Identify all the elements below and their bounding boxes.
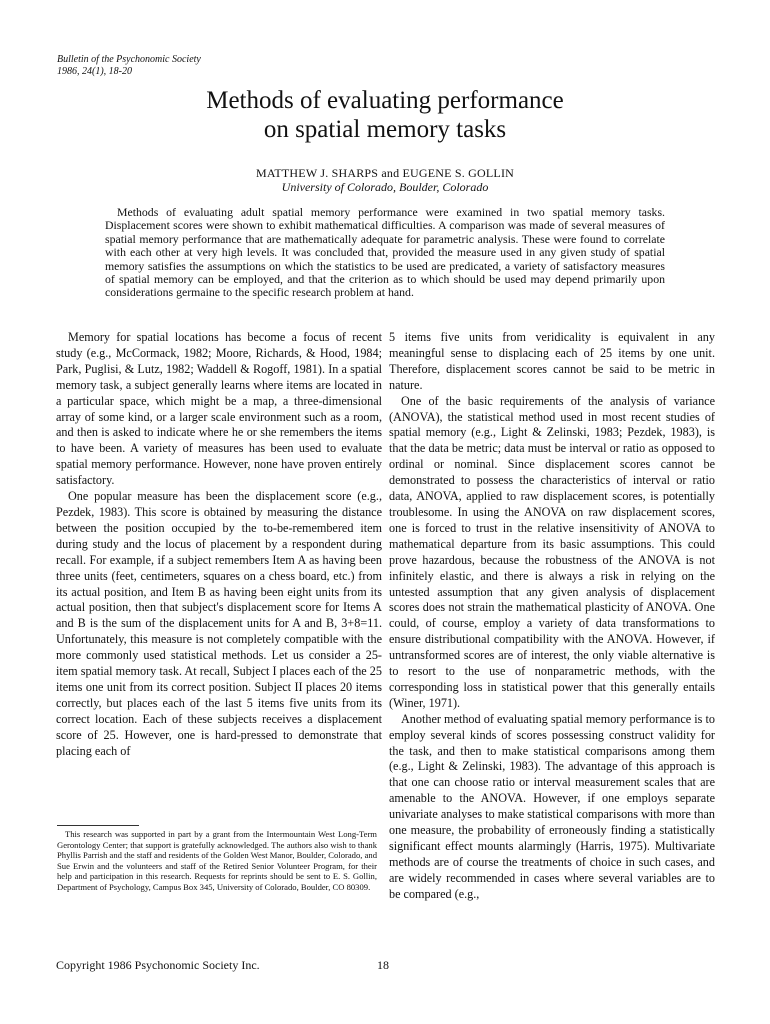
left-column: [56, 330, 382, 759]
journal-name: Bulletin of the Psychonomic Society: [57, 54, 201, 65]
title-line-1: Methods of evaluating performance: [206, 87, 564, 114]
body-paragraph-continued: 5 items five units from veridicality is equivalent in any meaningful sense to displacing each of 25 items by one unit. Therefore, displacement scores cannot be said to be metric in nature.: [389, 330, 715, 392]
copyright-notice: Copyright 1986 Psychonomic Society Inc.: [56, 958, 260, 972]
journal-citation: 1986, 24(1), 18-20: [57, 66, 132, 77]
author-list: MATTHEW J. SHARPS and EUGENE S. GOLLIN: [255, 166, 515, 180]
affiliation: University of Colorado, Boulder, Colorado: [281, 180, 489, 194]
page-number: 18: [377, 958, 389, 972]
body-paragraph: Another method of evaluating spatial memory performance is to employ several kinds of scores possessing construct validity for the task, and then to make statistical comparisons among them (e.g., Light & Zelinski, 1983). The advantage of this approach is that one can choose ratio or interval measurement scales that are amenable to the ANOVA. However, if one employs separate univariate analyses to make statistical comparisons with more than one measure, the probability of erroneously finding a statistically significant effect mounts alarmingly (Harris, 1975). Multivariate methods are of course the treatments of choice in such cases, and are widely recommended in cases where several variables are to be compared (e.g.,: [389, 711, 715, 901]
footnote-divider: [57, 825, 139, 826]
abstract: Methods of evaluating adult spatial memory performance were examined in two spatial memory tasks. Displacement scores were shown to exhibit mathematical difficulties. A comparison was made of several measures of spatial memory performance that are mathematically adequate for parametric analysis. These were found to correlate with each other at very high levels. It was concluded that, provided the measure used in any given study of spatial memory satisfies the assumptions on which the statistics to be used are predicated, a variety of satisfactory measures of spatial memory can be employed, and that the criterion as to which should be used may depend primarily upon considerations germaine to the specific research problem at hand.: [105, 205, 665, 300]
body-paragraph: Memory for spatial locations has become a focus of recent study (e.g., McCormack, 1982; Moore, Richards, & Hood, 1984; Park, Puglisi, & Lutz, 1982; Waddell & Rogoff, 1981). In a spatial memory task, a subject generally learns where items are located in a particular space, which might be a map, a three-dimensional array of some kind, or a larger scale environment such as a room, and then is asked to indicate where he or she remembers the items to have been. A variety of measures has been used to evaluate spatial memory performance. However, none have proven entirely satisfactory.: [56, 330, 382, 488]
article-title: [0, 86, 770, 144]
body-paragraph: One of the basic requirements of the analysis of variance (ANOVA), the statistical method used in most recent studies of spatial memory (e.g., Light & Zelinski, 1983; Pezdek, 1983), is that the data be metric; data must be interval or ratio as opposed to ordinal or nominal. Since displacement scores cannot be demonstrated to possess the characteristics of interval or ratio data, ANOVA, applied to raw displacement scores, is potentially troublesome. In using the ANOVA on raw displacement scores, one is forced to trust in the relative insensitivity of ANOVA to mathematical departure from its basic assumptions. This could prove hazardous, because the robustness of the ANOVA is not infinitely elastic, and there is always a risk in relying on the untested assumption that any given analysis of displacement scores does not strain the mathematical plasticity of ANOVA. One could, of course, employ a variety of data transformations to ensure distributional compatibility with the ANOVA. However, if untransformed scores are of interest, the only viable alternative is to resort to the use of nonparametric methods, with the corresponding loss in statistical power that this generally entails (Winer, 1971).: [389, 393, 715, 710]
footnote: This research was supported in part by a grant from the Intermountain West Long-Term Gerontology Center; that support is gratefully acknowledged. The authors also wish to thank Phyllis Parrish and the staff and residents of the Golden West Manor, Boulder, Colorado, and Sue Erwin and the volunteers and staff of the Retired Senior Volunteer Program, for their help and participation in this research. Requests for reprints should be sent to E. S. Gollin, Department of Psychology, Campus Box 345, University of Colorado, Boulder, CO 80309.: [57, 829, 377, 892]
right-column: [389, 330, 715, 903]
journal-header: [57, 54, 201, 78]
title-line-2: on spatial memory tasks: [263, 116, 507, 143]
body-paragraph: One popular measure has been the displacement score (e.g., Pezdek, 1983). This score is obtained by measuring the distance between the position occupied by the to-be-remembered item during study and the locus of placement by a respondent during recall. For example, if a subject remembers Item A as having been three units (feet, centimeters, squares on a chess board, etc.) from its actual position, and Item B as having been eight units from its actual position, then that subject's displacement score for Items A and B is the sum of the displacement units for A and B, 3+8=11. Unfortunately, this measure is not completely compatible with the more commonly used statistical methods. Let us consider a 25-item spatial memory task. At recall, Subject I places each of the 25 items one unit from its correct position. Subject II places 20 items correctly, but places each of the last 5 items five units from its correct location. Each of these subjects receives a displacement score of 25. However, one is hard-pressed to demonstrate that placing each of: [56, 489, 382, 758]
